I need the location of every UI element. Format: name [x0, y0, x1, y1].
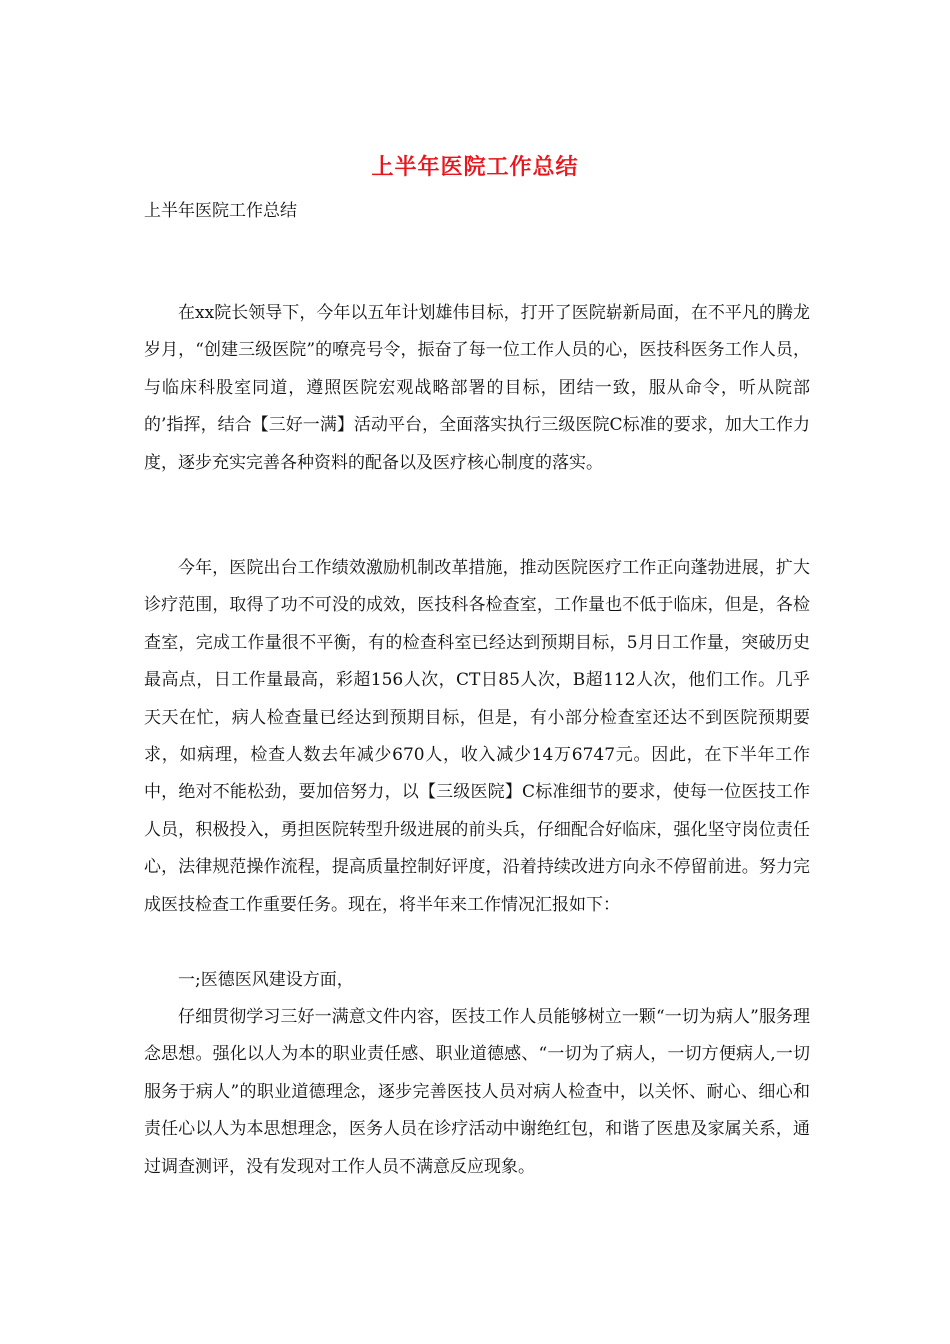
paragraph-workload: 今年，医院出台工作绩效激励机制改革措施，推动医院医疗工作正向蓬勃进展，扩大诊疗范围，取得了功不可没的成效，医技科各检查室，工作量也不低于临床，但是，各检查室，完成工作量很不平衡，有的检查科室已经达到预期目标，5月日工作量，突破历史最高点，日工作量最高，彩超156人次，CT日85人次，B超112人次，他们工作。几乎天天在忙，病人检查量已经达到预期目标，但是，有小部分检查室还达不到医院预期要求，如病理，检查人数去年减少670人，收入减少14万6747元。因此，在下半年工作中，绝对不能松劲，要加倍努力，以【三级医院】C标准细节的要求，使每一位医技工作人员，积极投入，勇担医院转型升级进展的前头兵，仔细配合好临床，强化坚守岗位责任心，法律规范操作流程，提高质量控制好评度，沿着持续改进方向永不停留前进。努力完成医技检查工作重要任务。现在，将半年来工作情况汇报如下： [144, 558, 810, 915]
paragraph-intro: 在xx院长领导下，今年以五年计划雄伟目标，打开了医院崭新局面，在不平凡的腾龙岁月，“创建三级医院”的嘹亮号令，振奋了每一位工作人员的心，医技科医务工作人员，与临床科股室同道，遵照医院宏观战略部署的目标，团结一致，服从命令，听从院部的’指挥，结合【三好一满】活动平台，全面落实执行三级医院C标准的要求，加大工作力度，逐步充实完善各种资料的配备以及医疗核心制度的落实。 [144, 303, 810, 473]
document-title: 上半年医院工作总结 [371, 154, 579, 180]
paragraph-ethics: 仔细贯彻学习三好一满意文件内容，医技工作人员能够树立一颗“一切为病人”服务理念思想。强化以人为本的职业责任感、职业道德感、“一切为了病人，一切方便病人,一切服务于病人”的职业道德理念，逐步完善医技人员对病人检查中，以关怀、耐心、细心和责任心以人为本思想理念，医务人员在诊疗活动中谢绝红包，和谐了医患及家属关系，通过调查测评，没有发现对工作人员不满意反应现象。 [144, 1007, 810, 1177]
section-heading-ethics: 一;医德医风建设方面， [178, 970, 354, 990]
document-subtitle: 上半年医院工作总结 [144, 201, 297, 221]
